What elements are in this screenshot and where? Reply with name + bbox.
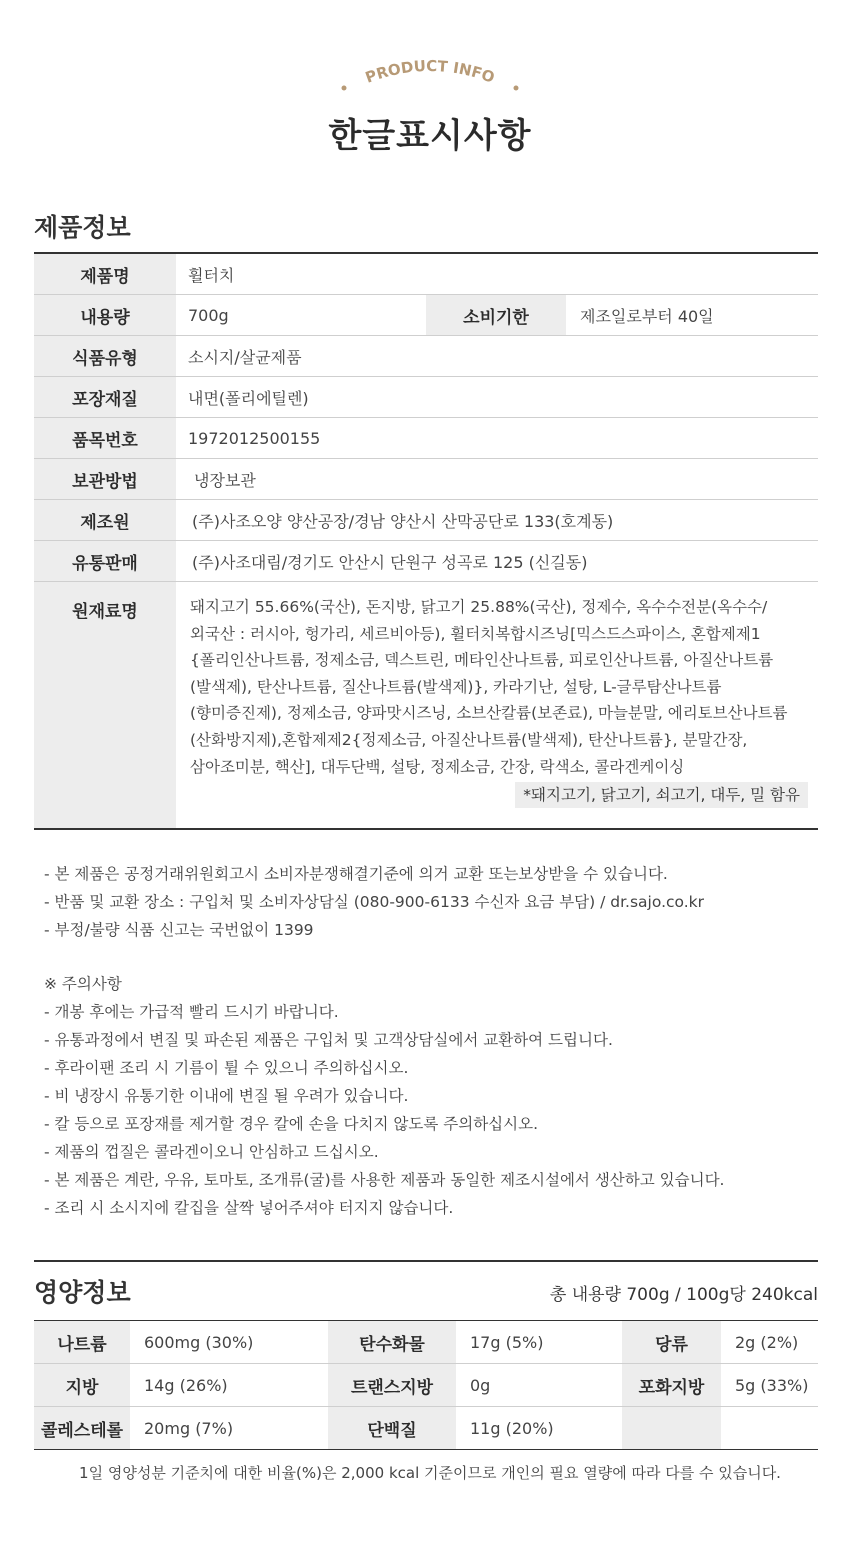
nutrition-section-title: 영양정보 <box>34 1278 131 1307</box>
nutrient-label: 콜레스테롤 <box>34 1407 130 1449</box>
ingredients-row <box>34 582 818 828</box>
badge-text: PRODUCT INFO <box>362 56 497 87</box>
row-label: 식품유형 <box>34 336 176 376</box>
note-item: - 본 제품은 공정거래위원회고시 소비자분쟁해결기준에 의거 교환 또는보상받을 수 있습니다. <box>44 865 668 883</box>
caution-item: - 후라이팬 조리 시 기름이 튈 수 있으니 주의하십시오. <box>44 1059 409 1077</box>
caution-item: - 조리 시 소시지에 칼집을 살짝 넣어주셔야 터지지 않습니다. <box>44 1199 454 1217</box>
nutrient-label-empty <box>622 1407 721 1449</box>
ingredients-line: 외국산 : 러시아, 헝가리, 세르비아등), 휠터치복합시즈닝[믹스드스파이스, 혼합제제1 <box>190 624 761 643</box>
row-value: (주)사조오양 양산공장/경남 양산시 산막공단로 133(호계동) <box>192 511 614 531</box>
nutrient-value: 20mg (7%) <box>144 1418 234 1438</box>
row-value: (주)사조대림/경기도 안산시 단원구 성곡로 125 (신길동) <box>192 552 588 572</box>
caution-title: ※ 주의사항 <box>44 975 122 993</box>
nutrient-value: 600mg (30%) <box>144 1332 254 1352</box>
nutrient-value: 5g (33%) <box>735 1375 809 1395</box>
ingredients-line: {폴리인산나트륨, 정제소금, 덱스트린, 메타인산나트륨, 피로인산나트륨, 아질산나트륨 <box>190 651 774 670</box>
nutrient-value: 11g (20%) <box>470 1418 554 1438</box>
product-info-section-title: 제품정보 <box>34 213 131 242</box>
nutrient-label: 트랜스지방 <box>328 1364 456 1406</box>
badge-dot-left <box>342 86 347 91</box>
caution-item: - 유통과정에서 변질 및 파손된 제품은 구입처 및 고객상담실에서 교환하여 드립니다. <box>44 1031 613 1049</box>
table-row <box>34 500 818 541</box>
table-row <box>34 1321 818 1364</box>
row-value: 소시지/살균제품 <box>188 347 302 367</box>
nutrition-total: 총 내용량 700g / 100g당 240kcal <box>549 1285 818 1305</box>
row-label: 원재료명 <box>34 582 176 828</box>
note-item: - 반품 및 교환 장소 : 구입처 및 소비자상담실 (080-900-6133 수신자 요금 부담) / dr.sajo.co.kr <box>44 893 705 911</box>
nutrition-footnote: 1일 영양성분 기준치에 대한 비율(%)은 2,000 kcal 기준이므로 개인의 필요 열량에 따라 다를 수 있습니다. <box>79 1464 781 1482</box>
row-label: 제조원 <box>34 500 176 540</box>
product-info-table <box>34 252 818 830</box>
row-label: 제품명 <box>34 254 176 294</box>
table-row <box>34 1407 818 1449</box>
nutrient-value: 0g <box>470 1375 491 1395</box>
caution-list <box>44 970 724 1222</box>
row-value: 내면(폴리에틸렌) <box>188 388 309 408</box>
caution-item: - 비 냉장시 유통기한 이내에 변질 될 우려가 있습니다. <box>44 1087 409 1105</box>
nutrient-value: 2g (2%) <box>735 1332 799 1352</box>
row-value: 1972012500155 <box>188 428 321 448</box>
ingredients-line: 삼아조미분, 핵산], 대두단백, 설탕, 정제소금, 간장, 락색소, 콜라겐케이싱 <box>190 757 685 776</box>
row-label: 소비기한 <box>426 295 566 335</box>
row-value: 냉장보관 <box>194 470 256 490</box>
note-item: - 부정/불량 식품 신고는 국번없이 1399 <box>44 921 314 939</box>
ingredients-line: (향미증진제), 정제소금, 양파맛시즈닝, 소브산칼륨(보존료), 마늘분말, 에리토브산나트륨 <box>190 704 788 723</box>
row-value: 제조일로부터 40일 <box>580 306 714 326</box>
caution-item: - 본 제품은 계란, 우유, 토마토, 조개류(굴)를 사용한 제품과 동일한 제조시설에서 생산하고 있습니다. <box>44 1171 725 1189</box>
table-row <box>34 336 818 377</box>
notes-list <box>44 860 704 944</box>
nutrient-value: 14g (26%) <box>144 1375 228 1395</box>
ingredients-text <box>176 582 818 828</box>
nutrient-value-empty <box>721 1407 818 1449</box>
page-title: 한글표시사항 <box>328 116 532 156</box>
nutrient-label: 탄수화물 <box>328 1321 456 1363</box>
table-row <box>34 459 818 500</box>
row-value: 휠터치 <box>188 265 235 285</box>
nutrient-label: 포화지방 <box>622 1364 721 1406</box>
nutrient-label: 나트륨 <box>34 1321 130 1363</box>
caution-item: - 칼 등으로 포장재를 제거할 경우 칼에 손을 다치지 않도록 주의하십시오. <box>44 1115 539 1133</box>
nutrient-label: 지방 <box>34 1364 130 1406</box>
ingredients-line: (발색제), 탄산나트륨, 질산나트륨(발색제)}, 카라기난, 설탕, L-글루탐산나트륨 <box>190 677 722 696</box>
table-row <box>34 377 818 418</box>
caution-item: - 개봉 후에는 가급적 빨리 드시기 바랍니다. <box>44 1003 339 1021</box>
allergen-notice: *돼지고기, 닭고기, 쇠고기, 대두, 밀 함유 <box>515 782 808 808</box>
caution-item: - 제품의 껍질은 콜라겐이오니 안심하고 드십시오. <box>44 1143 379 1161</box>
nutrient-value: 17g (5%) <box>470 1332 544 1352</box>
ingredients-line: (산화방지제),혼합제제2{정제소금, 아질산나트륨(발색제), 탄산나트륨}, 분말간장, <box>190 730 748 749</box>
table-row <box>34 254 818 295</box>
nutrition-table <box>34 1320 818 1450</box>
table-row <box>34 1364 818 1407</box>
row-value: 700g <box>188 305 229 325</box>
table-row <box>34 541 818 582</box>
nutrition-divider <box>34 1260 818 1262</box>
product-info-badge <box>330 50 530 96</box>
table-row <box>34 295 818 336</box>
row-label: 보관방법 <box>34 459 176 499</box>
row-label: 포장재질 <box>34 377 176 417</box>
nutrient-label: 당류 <box>622 1321 721 1363</box>
row-label: 품목번호 <box>34 418 176 458</box>
row-label: 유통판매 <box>34 541 176 581</box>
nutrient-label: 단백질 <box>328 1407 456 1449</box>
ingredients-line: 돼지고기 55.66%(국산), 돈지방, 닭고기 25.88%(국산), 정제수, 옥수수전분(옥수수/ <box>190 598 768 616</box>
badge-dot-right <box>514 86 519 91</box>
row-label: 내용량 <box>34 295 176 335</box>
table-row <box>34 418 818 459</box>
